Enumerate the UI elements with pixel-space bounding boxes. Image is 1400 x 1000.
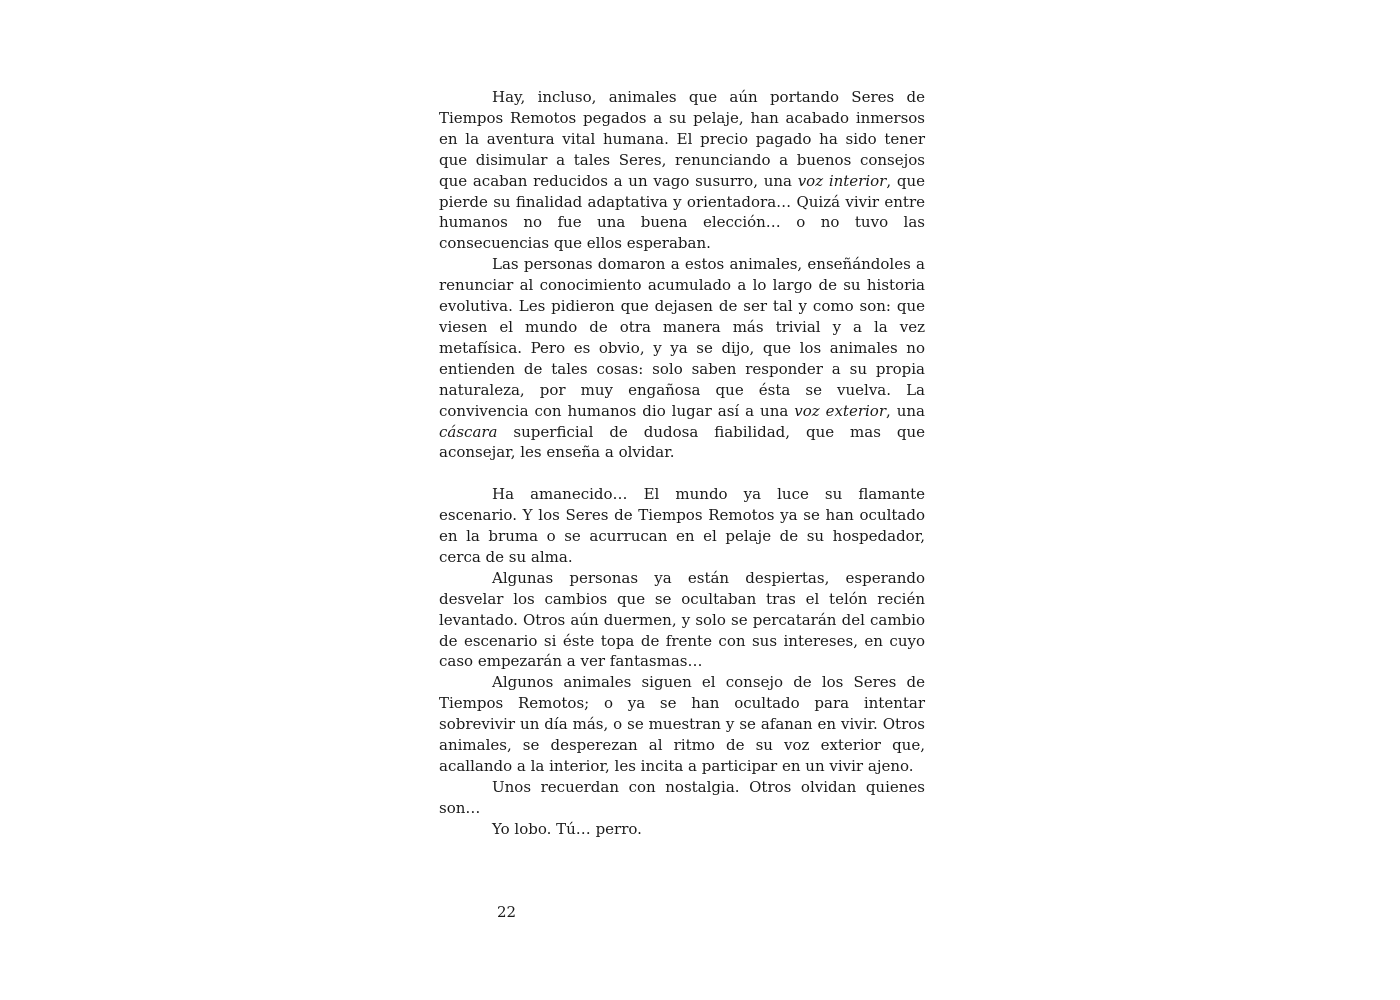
- body-text: [439, 87, 925, 840]
- italic-phrase: voz interior: [797, 171, 887, 190]
- paragraph: [439, 672, 925, 777]
- paragraph: [439, 568, 925, 673]
- text-run: Algunos animales siguen el consejo de los Seres de Tiempos Remotos; o ya se han ocultado para intentar sobrevivir un día más, o se muestran y se afanan en vivir. Otros animales, se desperezan al ritmo de su voz exterior que, acallando a la interior, les incita a participar en un vivir ajeno.: [439, 673, 925, 775]
- text-run: Hay, incluso, animales que aún portando Seres de Tiempos Remotos pegados a su pelaje, han acabado inmersos en la aventura vital humana. El precio pagado ha sido tener que disimular a tales Seres, renunciando a buenos consejos que acaban reducidos a un vago susurro, una: [439, 88, 925, 190]
- text-run: Unos recuerdan con nostalgia. Otros olvidan quienes son…: [439, 777, 925, 817]
- paragraph-spacer: [439, 463, 925, 484]
- text-run: superficial de dudosa fiabilidad, que mas que aconsejar, les enseña a olvidar.: [439, 422, 925, 462]
- text-run: Algunas personas ya están despiertas, esperando desvelar los cambios que se ocultaban tras el telón recién levantado. Otros aún duermen, y solo se percatarán del cambio de escenario si éste topa de frente con sus intereses, en cuyo caso empezarán a ver fantasmas…: [439, 568, 925, 671]
- paragraph: [439, 484, 925, 568]
- text-run: , que pierde su finalidad adaptativa y orientadora… Quizá vivir entre humanos no fue una buena elección… o no tuvo las consecuencias que ellos esperaban.: [439, 171, 925, 253]
- paragraph: [439, 87, 925, 254]
- text-run: Yo lobo. Tú… perro.: [492, 819, 642, 838]
- text-run: Las personas domaron a estos animales, enseñándoles a renunciar al conocimiento acumulado a lo largo de su historia evolutiva. Les pidieron que dejasen de ser tal y como son: que viesen el mundo de otra manera más trivial y a la vez metafísica. Pero es obvio, y ya se dijo, que los animales no entienden de tales cosas: solo saben responder a su propia naturaleza, por muy engañosa que ésta se vuelva. La convivencia con humanos dio lugar así a una: [439, 255, 925, 420]
- italic-phrase: voz exterior: [794, 401, 887, 420]
- italic-phrase: cáscara: [439, 422, 498, 441]
- text-run: Ha amanecido… El mundo ya luce su flamante escenario. Y los Seres de Tiempos Remotos ya se han ocultado en la bruma o se acurrucan en el pelaje de su hospedador, cerca de su alma.: [439, 485, 925, 566]
- paragraph: [439, 819, 925, 840]
- page-number: 22: [497, 903, 517, 921]
- text-run: , una: [886, 401, 925, 420]
- paragraph: [439, 254, 925, 463]
- paragraph: [439, 777, 925, 819]
